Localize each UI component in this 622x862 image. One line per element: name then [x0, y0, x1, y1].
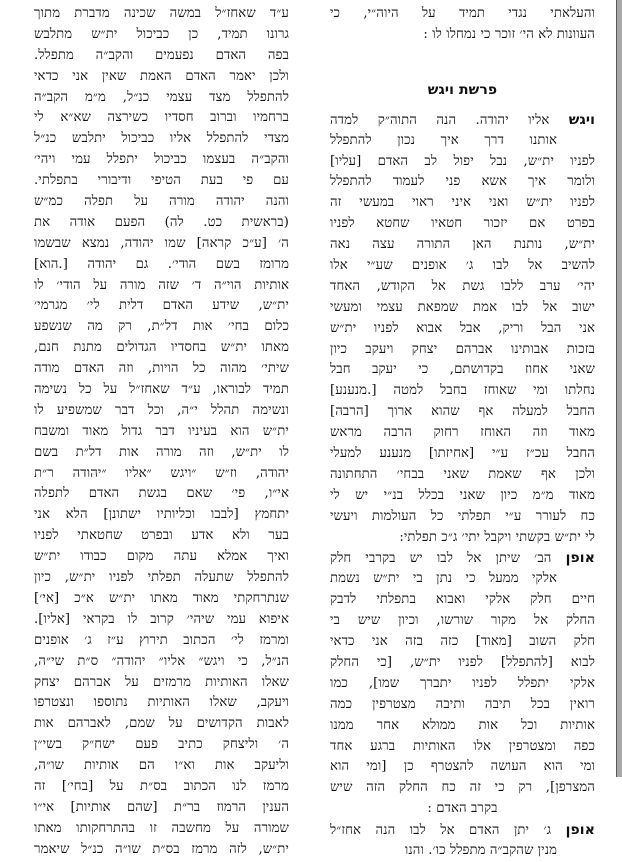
text-line: ה׳ [ע״כ קראה] שמו יהודה, נמצא שבשמו — [34, 235, 289, 251]
paragraph-keyword: ויגש — [568, 111, 595, 128]
paragraph-keyword: אופן — [565, 822, 595, 839]
text-line: אלקי ממעל כי נתן בי ית״ש נשמת — [330, 571, 557, 587]
text-line: המצרפן], רק כי זה כח החלק הזה שיש — [330, 780, 595, 796]
text-line: והנה יהודה מורה על תפלה כמ״ש — [34, 194, 289, 210]
text-line: מצדי להתפלל אליו כביכול יתלבש כנ״ל — [34, 131, 289, 147]
text-line: ולכן יאמר האדם האמת שאין אני כדאי — [34, 68, 289, 84]
text-line: חיים חלק אלקי ואבוא בתפלתי לדבק — [330, 592, 595, 608]
paragraph-first-line — [330, 548, 595, 569]
paragraph-2-body — [330, 569, 595, 799]
text-line: כח לעורר ע״י תפלתי כל העולמות ויעשי — [330, 508, 595, 524]
text-line: לפניו ית״ש, נבל יפול לב האדם [עליו] — [330, 153, 595, 169]
right-text-column — [330, 4, 595, 862]
text-line: מאתו ית״ש בחסדיו הגדולים מתנת חנם, — [34, 340, 289, 356]
text-line: החלק אל מקור שורשו, וכיון שיש בי — [330, 613, 595, 629]
text-line: שאני אחוז בקדושתם, כי יעקב חבל — [330, 362, 595, 378]
text-line: בקרב האדם : — [427, 801, 498, 817]
text-line: שאלו האותיות מרמזים על אברהם יצחק — [34, 674, 289, 690]
text-line: כפה ומצטרפין אלו האותיות ברגע אחד — [330, 738, 595, 754]
text-line: והעלאתי נגדי תמיד על היוה״י, כי — [330, 6, 595, 21]
text-line: ולומר איך אשא פני לעמוד להתפלל — [330, 174, 595, 190]
text-fragment: הב׳ שיתן אל לבו יש בקרבי חלק — [330, 551, 552, 567]
text-line: ישוב אל לבו אמת שמפאת עצמי ומעשי — [330, 299, 595, 315]
text-line: ואיך אמלא עתה מקום כבודו ית״ש — [34, 549, 289, 565]
text-line: ברחמיו וברוב חסדיו כשירצה שא״א לי — [34, 110, 289, 126]
text-line: אי״ו, פי׳ שאם בגשת האדם לתפלה — [34, 486, 289, 502]
paragraph-first-line — [330, 820, 595, 841]
text-line: להתפלל מצד עצמי כנ״ל, מ״מ הקב״ה — [34, 89, 289, 105]
text-line: בפה האדם נפעמים והקב״ה מתפלל. — [34, 47, 289, 63]
text-line: איפוא עמי שיהי׳ קרוב לו בקראי [אליו]. — [34, 611, 289, 627]
text-line: כלום בחי׳ אות דל״ת, רק מה שנשפע — [34, 319, 289, 335]
text-line: לבוא [להתפלל] לפניו ית״ש, [כי החלק — [330, 654, 595, 670]
text-line: הענין הרמוז בר״ת [שהם אותיות] אי״ו — [34, 799, 289, 815]
text-line: הנ״ל, כי ויגש״ אליו״ יהודה״ ס״ת שי״ה, — [34, 653, 289, 669]
text-line: רואין בכל תיבה ותיבה מצטרפין כמה — [330, 696, 595, 712]
text-line: והקב״ה בעצמו כביכול יתפלל עמי ויהי׳ — [34, 152, 289, 168]
text-line: חלק השוב [מאוד] כזה בזה אני כדאי — [330, 634, 595, 650]
paragraph-1-body — [330, 131, 595, 549]
text-line: ית״ש, נותנת האן התורה עצה נאה — [330, 237, 595, 253]
text-line: ולכן אף שאמת שאני בבחי׳ התחתונה — [330, 466, 595, 482]
text-line: מנין שהקב״ה מתפלל כו׳. והנו — [404, 842, 557, 858]
text-line: ויעקב, שאלו האותיות נתוספו ונצטרפו — [34, 695, 289, 711]
text-line: מאוד מ״מ כיון שאני בכלל בנ״י יש לי — [330, 487, 595, 503]
text-line: להשיב אל לבו ג׳ אופנים שע״י אלו — [330, 258, 595, 274]
text-line: אותנו דרך איך נכון להתפלל — [330, 132, 557, 148]
paragraph-keyword: אופן — [565, 550, 595, 567]
text-line: ומרמז לי׳ הכתוב תירוץ ע״ז ג׳ אופנים — [34, 632, 289, 648]
text-line: נחלתו ומי שאוחז בחבל למטה [.מנענע] — [330, 383, 595, 399]
text-line: ית״ש, לזה מרמז בס״ת שו״ה כנ״ל שיאמר — [34, 841, 289, 857]
text-line: יהודה, וז״ש ״ויגש ״אליו ״יהודה ר״ת — [34, 465, 289, 481]
text-line: העוונות לא הי׳ זוכר כי נמחלו לו : — [423, 26, 595, 42]
text-line: לי ית״ש בקשתי ויקבל יתי׳ ג״כ תפלתי: — [399, 529, 595, 545]
text-line: לו ית״ש, וזה מורה אות דל״ת בשם — [34, 444, 289, 460]
page-edge-scrollbar — [616, 0, 622, 777]
text-line: בזכות אבותינו אברהם יצחק ויעקב כיון — [330, 341, 595, 357]
text-line: (בראשית כט. לה) הפעם אודה את — [34, 214, 289, 230]
text-line: יהי׳ ערב ללבו גשת אל הקודש, האחד — [330, 278, 595, 294]
paragraph-first-line — [330, 110, 595, 131]
section-heading: פרשת ויגש — [427, 81, 498, 98]
text-line: תמיד לבוראו, ע״ד שאחז״ל על כל נשימה — [34, 382, 289, 398]
text-line: עם פי בעת הטיפי ודיבורי בתפלתי. — [34, 173, 289, 189]
text-line: החבל למעלה אף שהוא ארוך [הרבה] — [330, 404, 595, 420]
text-line: להתפלל שתעלה תפלתי לפניו ית״ש, כיון — [34, 570, 289, 586]
text-line: גרונו תמיד, כן כביכול ית״ש מתלבש — [34, 26, 289, 42]
text-line: בער ולא אדע ובפרט שחטאתי לפניו — [34, 528, 289, 544]
text-line: מאוד וזה האוחז רחוק הרבה מראש — [330, 425, 595, 441]
text-line: מרמז לנו הכתוב בס״ת על [בחי׳] זה — [34, 778, 289, 794]
text-line: ה׳ וליצחק כתיב פעם ישח״ק בשי״ן — [34, 737, 289, 753]
text-fragment: אליו יהודה. הנה התוה״ק למדה — [330, 112, 550, 128]
text-line: אני הבל וריק, אבל אבוא לפניו ית״ש — [330, 320, 595, 336]
text-line: שיתי׳ מהוה כל הויות, וזה האדם מודה — [34, 361, 289, 377]
text-line: בפרט אם יזכור חטאיו שחטא לפניו — [330, 216, 595, 232]
text-line: לאבות הקדושים על שמם, לאברהם אות — [34, 716, 289, 732]
text-line: וליעקב אות וא״ו הם אותיות שו״ה, — [34, 758, 289, 774]
text-line: שמורה על מחשבה זו בהתרחקותו מאתו — [34, 820, 289, 836]
text-line: החבל עכ״ז ע״י [אחיזתו] מנענע למעלי — [330, 446, 595, 462]
text-line: ונשימה תהלל י״ה, וכל דבר שמשפיע לו — [34, 402, 289, 418]
text-line: אלקי יתפלל לפניו יתברך שמו], כמו — [330, 675, 595, 691]
text-line: אותיות הוי״ה ד׳ שזה מורה על הודי׳ לו — [34, 277, 289, 293]
text-fragment: ג׳ יתן האדם אל לבו הנה אחז״ל — [330, 823, 552, 839]
text-line: מרומז בשם הודי׳. גם יהודה [.הוא] — [34, 256, 289, 272]
text-line: ית״ש הוא בעיניו דבר גדול מאוד ומשבח — [34, 423, 289, 439]
text-line: ע״ד שאחז״ל במשה שכינה מדברת מתוך — [34, 6, 289, 21]
text-line: לפניו ית״ש ואני איני ראוי במעשי זה — [330, 195, 595, 211]
left-text-column — [34, 4, 289, 861]
text-line: ומי הוא העושה להצטרף כן [ומי הוא — [330, 759, 595, 775]
text-line: אותיות וכל אות ממולא אחר ממנו — [330, 717, 595, 733]
text-line: שנתרחקתי מאוד מאתו ית״ש א״כ [אי׳] — [34, 590, 289, 606]
text-line: ית״ש, שידע האדם דלית לי׳ מגרמי׳ — [34, 298, 289, 314]
text-line: יתחמץ [לבבו וכליותיו ישתונן] הלא אני — [34, 507, 289, 523]
